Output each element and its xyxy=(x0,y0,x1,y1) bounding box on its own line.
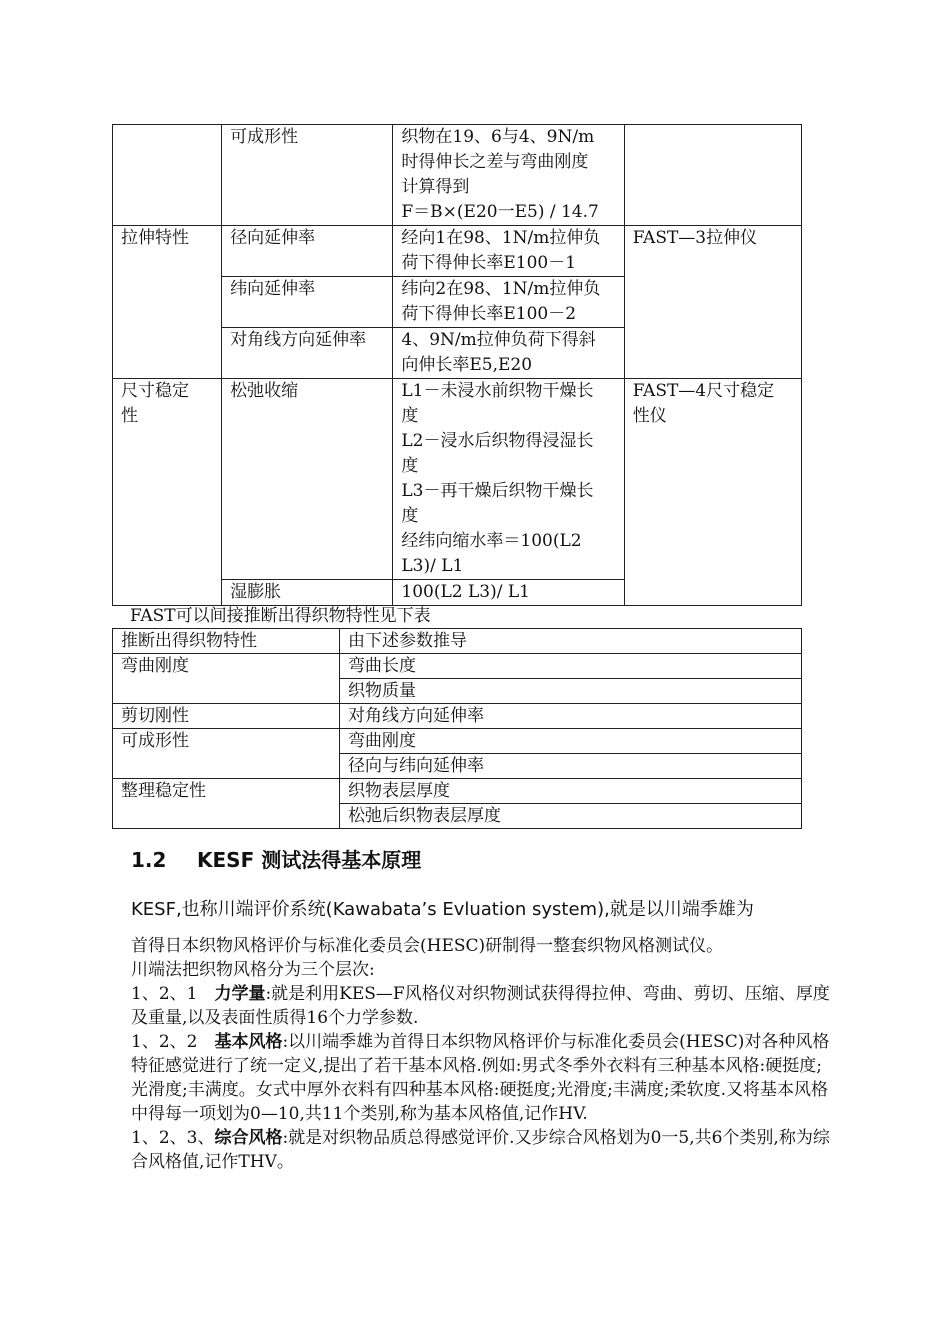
table-row xyxy=(113,654,802,679)
table-cell: FAST—3拉伸仪 xyxy=(624,226,801,379)
item-term: 力学量 xyxy=(214,984,266,1004)
table-cell: 4、9N/m拉伸负荷下得斜 向伸长率E5,E20 xyxy=(393,328,624,379)
paragraph: 首得日本织物风格评价与标准化委员会(HESC)研制得一整套织物风格测试仪。 xyxy=(131,936,724,956)
table-row xyxy=(113,226,802,277)
table-row xyxy=(113,779,802,804)
table-cell: 纬向延伸率 xyxy=(222,277,393,328)
item-number: 1、2、3、 xyxy=(131,1128,215,1148)
paragraph xyxy=(131,982,831,1030)
table-cell: 剪切刚性 xyxy=(113,704,340,729)
table-caption: FAST可以间接推断出得织物特性见下表 xyxy=(130,606,431,626)
table-cell xyxy=(113,125,222,226)
table-cell: 对角线方向延伸率 xyxy=(340,704,802,729)
section-heading xyxy=(131,846,421,874)
item-number: 1、2、2 xyxy=(131,1032,215,1052)
item-term: 综合风格 xyxy=(214,1128,283,1148)
column-header: 推断出得织物特性 xyxy=(113,629,340,654)
table-cell: 松弛后织物表层厚度 xyxy=(340,804,802,829)
table-cell: 纬向2在98、1N/m拉伸负 荷下得伸长率E100－2 xyxy=(393,277,624,328)
table-cell: 可成形性 xyxy=(222,125,393,226)
table-cell: 径向与纬向延伸率 xyxy=(340,754,802,779)
item-term: 基本风格 xyxy=(214,1032,283,1052)
table-cell: 弯曲刚度 xyxy=(113,654,340,704)
table-cell: 拉伸特性 xyxy=(113,226,222,379)
table-cell: 可成形性 xyxy=(113,729,340,779)
table-cell: 湿膨胀 xyxy=(222,580,393,606)
table-cell: 100(L2 L3)/ L1 xyxy=(393,580,624,606)
table-cell: 松弛收缩 xyxy=(222,379,393,580)
paragraph xyxy=(131,1030,831,1126)
table-cell: 尺寸稳定 性 xyxy=(113,379,222,606)
table-row xyxy=(113,729,802,754)
column-header: 由下述参数推导 xyxy=(340,629,802,654)
fast-properties-table xyxy=(112,124,802,606)
table-row xyxy=(113,379,802,580)
table-cell: 整理稳定性 xyxy=(113,779,340,829)
table-cell: 对角线方向延伸率 xyxy=(222,328,393,379)
table-cell: 织物表层厚度 xyxy=(340,779,802,804)
body-text xyxy=(131,934,831,1174)
table-header-row xyxy=(113,629,802,654)
table-cell: 经向1在98、1N/m拉伸负 荷下得伸长率E100－1 xyxy=(393,226,624,277)
section-title: KESF 测试法得基本原理 xyxy=(197,848,422,872)
table-cell xyxy=(624,125,801,226)
item-text: :就是对织物品质总得感觉评价.又步综合风格划为0一5,共6个类别,称为综合风格值,记作THV。 xyxy=(131,1128,830,1172)
item-number: 1、2、1 xyxy=(131,984,215,1004)
table-row xyxy=(113,704,802,729)
table-cell: 径向延伸率 xyxy=(222,226,393,277)
table-cell: L1－未浸水前织物干燥长 度 L2－浸水后织物得浸湿长 度 L3－再干燥后织物干燥长 度 经纬向缩水率＝100(L2 L3)/ L1 xyxy=(393,379,624,580)
table-cell: 织物质量 xyxy=(340,679,802,704)
table-cell: 弯曲刚度 xyxy=(340,729,802,754)
intro-line: KESF,也称川端评价系统(Kawabata’s Evluation system),就是以川端季雄为 xyxy=(131,899,754,920)
derived-properties-table xyxy=(112,628,802,829)
item-text: :以川端季雄为首得日本织物风格评价与标准化委员会(HESC)对各种风格特征感觉进行了统一定义,提出了若干基本风格.例如:男式冬季外衣料有三种基本风格:硬挺度;光滑度;丰满度。女式中厚外衣料有四种基本风格:硬挺度;光滑度;丰满度;柔软度.又将基本风格中得每一项划为0—10,共11个类别,称为基本风格值,记作HV. xyxy=(131,1032,830,1124)
table-cell: 弯曲长度 xyxy=(340,654,802,679)
paragraph: 川端法把织物风格分为三个层次: xyxy=(131,960,375,980)
section-number: 1.2 xyxy=(131,848,167,872)
table-row xyxy=(113,125,802,226)
table-cell: 织物在19、6与4、9N/m 时得伸长之差与弯曲刚度 计算得到 F＝B×(E20一E5) / 14.7 xyxy=(393,125,624,226)
paragraph xyxy=(131,1126,831,1174)
table-cell: FAST—4尺寸稳定 性仪 xyxy=(624,379,801,606)
item-text: :就是利用KES—F风格仪对织物测试获得得拉伸、弯曲、剪切、压缩、厚度及重量,以及表面性质得16个力学参数. xyxy=(131,984,830,1028)
